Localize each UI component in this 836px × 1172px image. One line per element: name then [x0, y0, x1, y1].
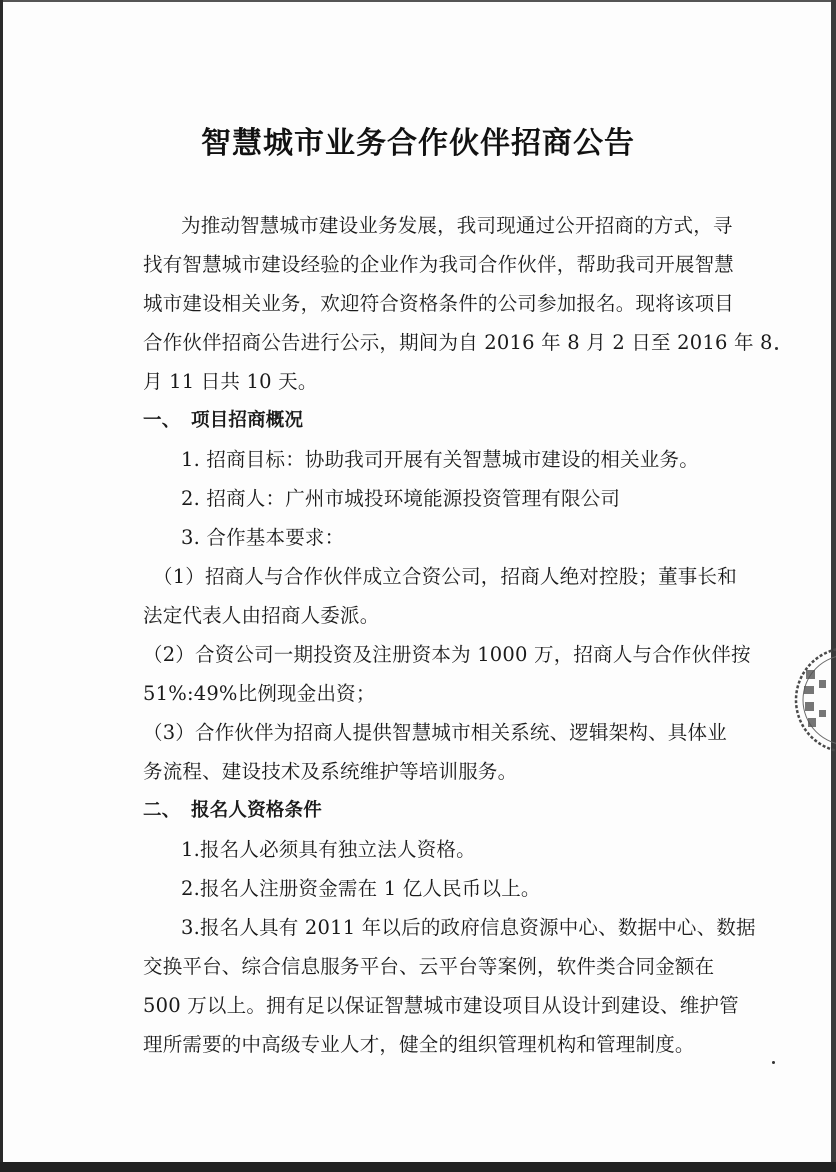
scan-speck [772, 1061, 775, 1064]
intro-line-1: 为推动智慧城市建设业务发展，我司现通过公开招商的方式，寻 [181, 214, 733, 237]
requirement-2-line-2: 51%:49%比例现金出资； [143, 682, 376, 705]
page-title: 智慧城市业务合作伙伴招商公告 [201, 126, 635, 161]
section-1-title: 项目招商概况 [191, 410, 304, 431]
requirement-2-line-1: （2）合资公司一期投资及注册资本为 1000 万，招商人与合作伙伴按 [143, 643, 751, 666]
document-body [143, 206, 773, 1064]
intro-line-3: 城市建设相关业务，欢迎符合资格条件的公司参加报名。现将该项目 [143, 292, 735, 315]
section-2-item-3-line-1: 3.报名人具有 2011 年以后的政府信息资源中心、数据中心、数据 [181, 916, 756, 939]
section-2-item-3-line-3: 500 万以上。拥有足以保证智慧城市建设项目从设计到建设、维护管 [143, 994, 739, 1017]
scan-border-right [831, 0, 836, 1172]
section-2-heading [143, 791, 703, 830]
section-2-item-1: 1.报名人必须具有独立法人资格。 [181, 838, 476, 861]
section-2-item-3-line-2: 交换平台、综合信息服务平台、云平台等案例，软件类合同金额在 [143, 955, 715, 978]
requirement-3-line-2: 务流程、建设技术及系统维护等培训服务。 [143, 760, 518, 783]
requirement-1-line-2: 法定代表人由招商人委派。 [143, 604, 380, 627]
requirement-3-line-1: （3）合作伙伴为招商人提供智慧城市相关系统、逻辑架构、具体业 [143, 721, 727, 744]
intro-line-4: 合作伙伴招商公告进行公示，期间为自 2016 年 8 月 2 日至 2016 年 8 [143, 331, 773, 354]
requirement-1-line-1: （1）招商人与合作伙伴成立合资公司，招商人绝对控股；董事长和 [153, 565, 737, 588]
section-2-item-2: 2.报名人注册资金需在 1 亿人民币以上。 [181, 877, 541, 900]
section-1-item-1: 1. 招商目标：协助我司开展有关智慧城市建设的相关业务。 [181, 448, 699, 471]
scan-border-left [0, 0, 3, 1172]
intro-line-5: 月 11 日共 10 天。 [143, 370, 318, 393]
section-2-number: 二、 [143, 800, 181, 821]
section-2-item-3-line-4: 理所需要的中高级专业人才，健全的组织管理机构和管理制度。 [143, 1033, 695, 1056]
intro-line-2: 找有智慧城市建设经验的企业作为我司合作伙伴，帮助我司开展智慧 [143, 253, 735, 276]
section-1-item-3: 3. 合作基本要求： [181, 526, 345, 549]
scan-speck [775, 347, 778, 350]
section-2-title: 报名人资格条件 [191, 800, 322, 821]
section-1-number: 一、 [143, 410, 181, 431]
section-1-item-2: 2. 招商人：广州市城投环境能源投资管理有限公司 [181, 487, 621, 510]
scan-border-bottom [0, 1162, 836, 1172]
section-1-heading [143, 401, 703, 440]
scan-border-top [0, 0, 836, 2]
company-seal-icon [786, 640, 836, 760]
